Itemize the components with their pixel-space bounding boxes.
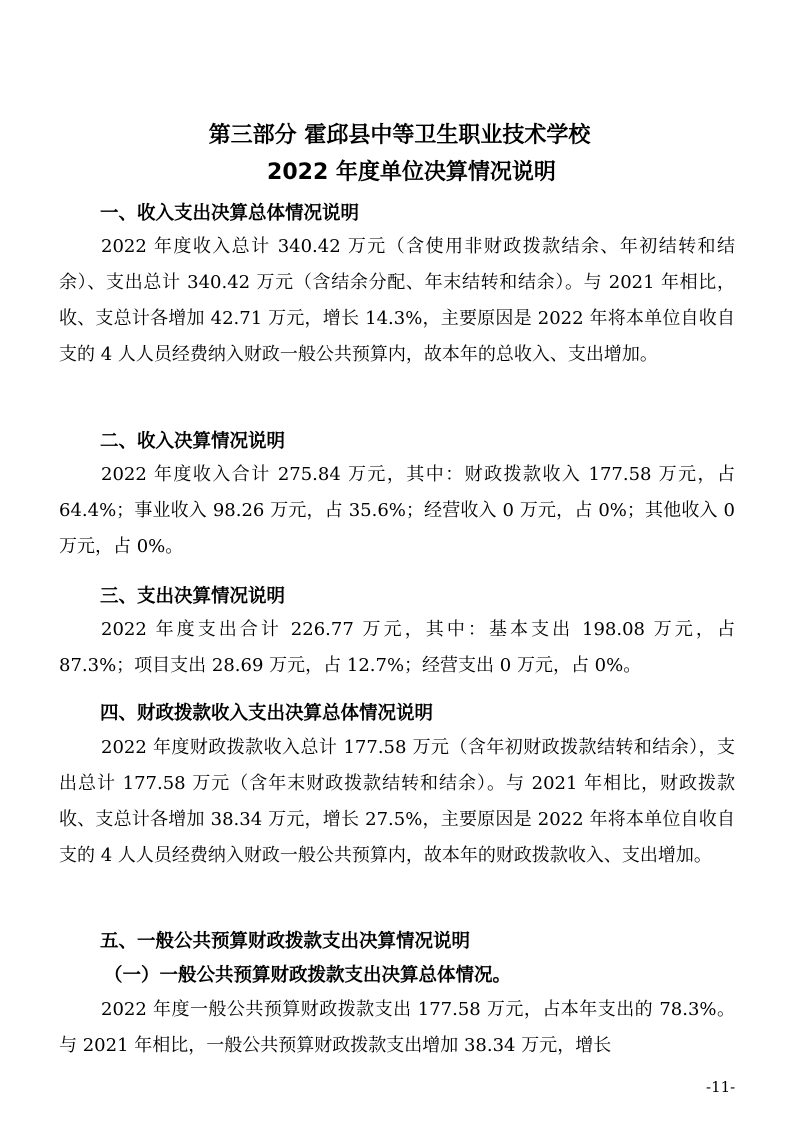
section-5-1-paragraph: 2022 年度一般公共预算财政拨款支出 177.58 万元，占本年支出的 78.3%。与 2021 年相比，一般公共预算财政拨款支出增加 38.34 万元，增长	[59, 999, 735, 1056]
section-5-heading: 五、一般公共预算财政拨款支出决算情况说明	[100, 931, 471, 952]
section-2-paragraph: 2022 年度收入合计 275.84 万元，其中：财政拨款收入 177.58 万元，占 64.4%；事业收入 98.26 万元，占 35.6%；经营收入 0 万元，占 0%；其他收入 0 万元，占 0%。	[59, 464, 735, 557]
page-title-line1: 第三部分 霍邱县中等卫生职业技术学校	[208, 123, 591, 148]
page-number: -11-	[706, 1078, 736, 1096]
section-4-paragraph: 2022 年度财政拨款收入总计 177.58 万元（含年初财政拨款结转和结余），支出总计 177.58 万元（含年末财政拨款结转和结余）。与 2021 年相比，财政拨款收、支总计各增加 38.34 万元，增长 27.5%，主要原因是 2022 年将本单位自收自支的 4 人人员经费纳入财政一般公共预算内，故本年的财政拨款收入、支出增加。	[59, 737, 735, 866]
page-title-line2: 2022 年度单位决算情况说明	[267, 160, 556, 185]
section-1-heading: 一、收入支出决算总体情况说明	[100, 203, 360, 224]
section-3-heading: 三、支出决算情况说明	[100, 586, 286, 607]
section-3-paragraph: 2022 年度支出合计 226.77 万元，其中：基本支出 198.08 万元，占 87.3%；项目支出 28.69 万元，占 12.7%；经营支出 0 万元，占 0%。	[59, 619, 735, 676]
section-1-paragraph: 2022 年度收入总计 340.42 万元（含使用非财政拨款结余、年初结转和结余）、支出总计 340.42 万元（含结余分配、年末结转和结余）。与 2021 年相比，收、支总计各增加 42.71 万元，增长 14.3%，主要原因是 2022 年将本单位自收自支的 4 人人员经费纳入财政一般公共预算内，故本年的总收入、支出增加。	[59, 236, 735, 365]
section-4-heading: 四、财政拨款收入支出决算总体情况说明	[100, 703, 434, 724]
section-5-1-heading: （一）一般公共预算财政拨款支出决算总体情况。	[104, 965, 512, 986]
section-2-heading: 二、收入决算情况说明	[100, 431, 286, 452]
